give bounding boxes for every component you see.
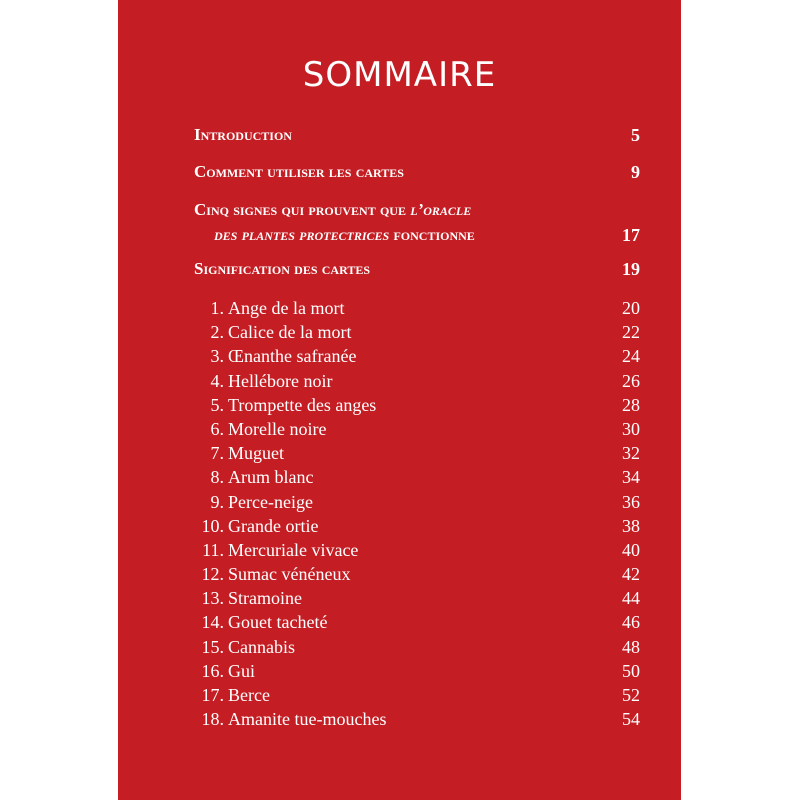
entry-name: Berce	[228, 685, 270, 705]
list-item[interactable]	[194, 659, 640, 683]
list-item[interactable]	[194, 707, 640, 731]
list-item[interactable]	[194, 320, 640, 344]
list-item[interactable]	[194, 490, 640, 514]
section-label: Signification des cartes	[194, 259, 371, 278]
entry-name: Morelle noire	[228, 418, 327, 439]
entry-number: 9.	[210, 491, 224, 512]
list-item[interactable]	[194, 586, 640, 610]
entry-name: Perce-neige	[228, 491, 313, 512]
section-page-number: 9	[631, 162, 640, 182]
entry-number: 12.	[201, 564, 224, 585]
entry-number: 18.	[201, 709, 224, 730]
entry-page-number: 54	[622, 709, 640, 730]
entry-page-number: 34	[622, 467, 640, 488]
entry-number: 13.	[201, 588, 224, 609]
entry-name: Trompette des anges	[228, 394, 377, 415]
section-label-line2: des plantes protectrices fonctionne	[214, 225, 475, 244]
book-page	[118, 0, 681, 800]
section-label-line1: Cinq signes qui prouvent que l’oracle	[194, 200, 472, 219]
entry-page-number: 46	[622, 612, 640, 633]
entry-page-number: 50	[622, 660, 640, 681]
entry-name: Mercuriale vivace	[228, 539, 359, 560]
entry-number: 7.	[210, 443, 224, 464]
entry-number: 2.	[210, 322, 224, 343]
entry-page-number: 52	[622, 685, 640, 705]
entry-name: Ange de la mort	[228, 298, 345, 318]
list-item[interactable]	[194, 610, 640, 634]
entry-name: Grande ortie	[228, 515, 319, 536]
list-item[interactable]	[194, 514, 640, 538]
list-item[interactable]	[194, 417, 640, 441]
entry-page-number: 26	[622, 370, 640, 391]
section-page-number: 17	[622, 225, 640, 245]
page-title: SOMMAIRE	[302, 55, 497, 95]
entry-page-number: 42	[622, 564, 640, 585]
entry-name: Sumac vénéneux	[228, 564, 351, 585]
entry-name: Hellébore noir	[228, 370, 333, 391]
entry-number: 17.	[201, 685, 224, 705]
entry-name: Calice de la mort	[228, 322, 352, 343]
list-item[interactable]	[194, 296, 640, 320]
section-page-number: 5	[631, 125, 640, 145]
list-item[interactable]	[194, 369, 640, 393]
entry-number: 6.	[210, 418, 224, 439]
list-item[interactable]	[194, 441, 640, 465]
entry-name: Gui	[228, 660, 255, 681]
entry-number: 5.	[210, 394, 224, 415]
entry-number: 4.	[210, 370, 224, 391]
list-item[interactable]	[194, 538, 640, 562]
entry-page-number: 30	[622, 418, 640, 439]
entry-number: 3.	[210, 346, 224, 367]
entry-number: 14.	[201, 612, 224, 633]
list-item[interactable]	[194, 393, 640, 417]
entry-number: 11.	[202, 539, 224, 560]
list-item[interactable]	[194, 465, 640, 489]
entry-page-number: 28	[622, 394, 640, 415]
entry-name: Muguet	[228, 443, 284, 464]
entry-name: Amanite tue-mouches	[228, 709, 387, 730]
section-label: Introduction	[194, 125, 292, 144]
entry-page-number: 32	[622, 443, 640, 464]
entry-page-number: 22	[622, 322, 640, 343]
list-item[interactable]	[194, 635, 640, 659]
entry-name: Œnanthe safranée	[228, 346, 357, 367]
entry-number: 8.	[210, 467, 224, 488]
entry-page-number: 20	[622, 298, 640, 318]
entry-number: 15.	[201, 636, 224, 657]
entry-page-number: 40	[622, 539, 640, 560]
entry-name: Gouet tacheté	[228, 612, 328, 633]
card-entries-list	[194, 296, 640, 731]
entry-page-number: 24	[622, 346, 640, 367]
section-label: Comment utiliser les cartes	[194, 162, 404, 181]
list-item[interactable]	[194, 683, 640, 707]
entry-number: 1.	[210, 298, 224, 318]
entry-name: Cannabis	[228, 636, 295, 657]
list-item[interactable]	[194, 344, 640, 368]
list-item[interactable]	[194, 562, 640, 586]
entry-page-number: 44	[622, 588, 640, 609]
entry-name: Stramoine	[228, 588, 302, 609]
entry-number: 10.	[201, 515, 224, 536]
entry-page-number: 48	[622, 636, 640, 657]
entry-number: 16.	[201, 660, 224, 681]
entry-name: Arum blanc	[228, 467, 314, 488]
entry-page-number: 36	[622, 491, 640, 512]
section-page-number: 19	[622, 259, 640, 279]
entry-page-number: 38	[622, 515, 640, 536]
